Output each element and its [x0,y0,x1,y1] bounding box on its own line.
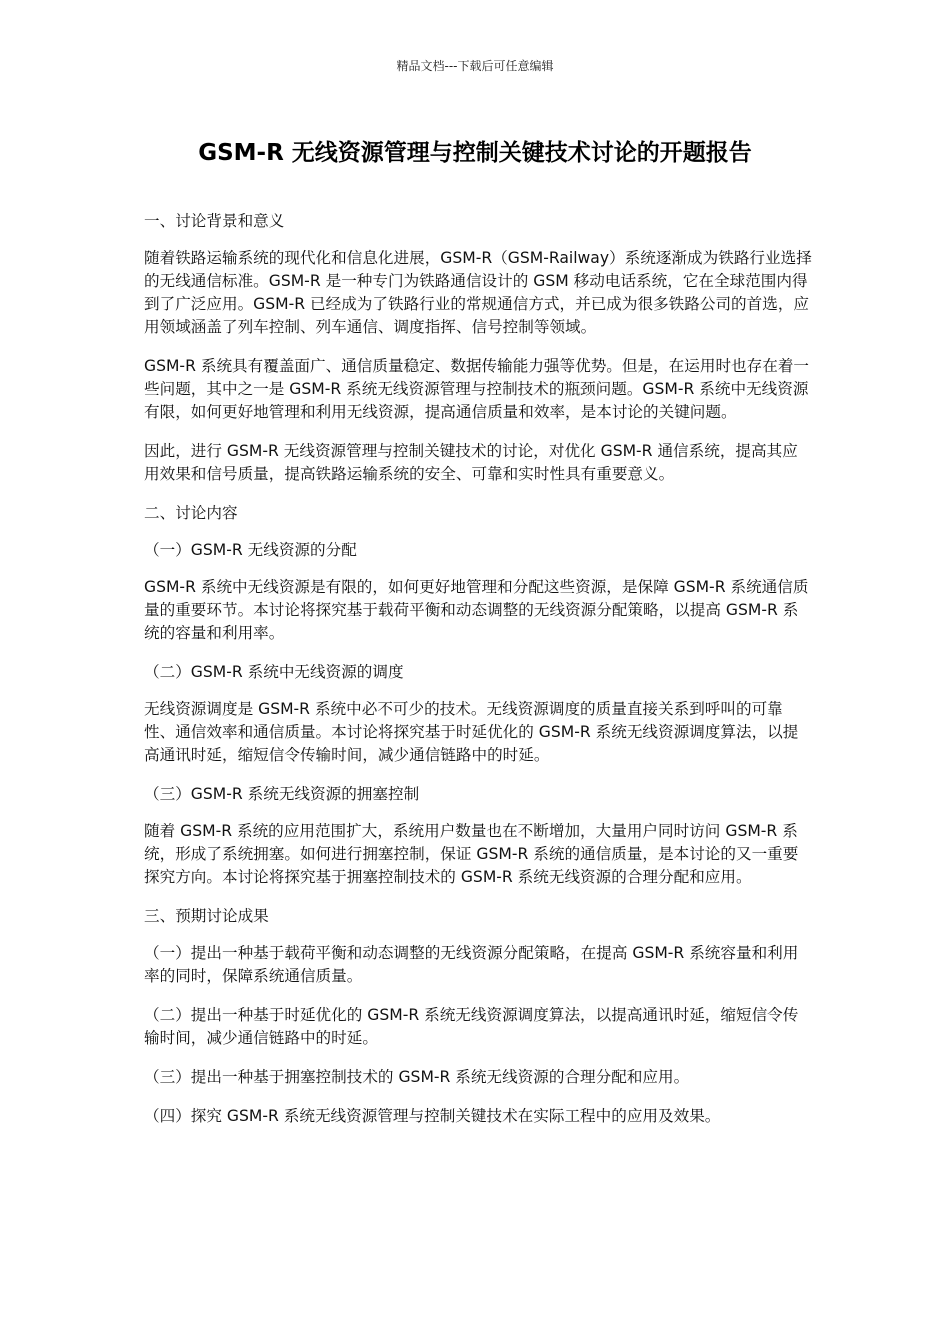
paragraph: 随着 GSM-R 系统的应用范围扩大，系统用户数量也在不断增加，大量用户同时访问 GSM-R 系统，形成了系统拥塞。如何进行拥塞控制，保证 GSM-R 系统的通信质量，是本讨论的又一重要探究方向。本讨论将探究基于拥塞控制技术的 GSM-R 系统无线资源的合理分配和应用。 [144,822,799,886]
list-item: （四）探究 GSM-R 系统无线资源管理与控制关键技术在实际工程中的应用及效果。 [144,1107,721,1125]
header-note: 精品文档---下载后可任意编辑 [396,59,554,73]
subsection-heading: （三）GSM-R 系统无线资源的拥塞控制 [144,785,420,803]
section-heading: 三、预期讨论成果 [144,907,269,925]
subsection-heading: （一）GSM-R 无线资源的分配 [144,541,357,559]
paragraph: GSM-R 系统具有覆盖面广、通信质量稳定、数据传输能力强等优势。但是，在运用时也存在着一些问题，其中之一是 GSM-R 系统无线资源管理与控制技术的瓶颈问题。GSM-R 系统中无线资源有限，如何更好地管理和利用无线资源，提高通信质量和效率，是本讨论的关键问题。 [144,357,810,421]
subsection-heading: （二）GSM-R 系统中无线资源的调度 [144,663,404,681]
list-item: （一）提出一种基于载荷平衡和动态调整的无线资源分配策略，在提高 GSM-R 系统容量和利用率的同时，保障系统通信质量。 [144,944,799,985]
document-title: GSM-R 无线资源管理与控制关键技术讨论的开题报告 [198,140,752,166]
paragraph: 随着铁路运输系统的现代化和信息化进展，GSM-R（GSM-Railway）系统逐渐成为铁路行业选择的无线通信标准。GSM-R 是一种专门为铁路通信设计的 GSM 移动电话系统，它在全球范围内得到了广泛应用。GSM-R 已经成为了铁路行业的常规通信方式，并已成为很多铁路公司的首选，应用领域涵盖了列车控制、列车通信、调度指挥、信号控制等领域。 [144,249,812,336]
section-heading: 一、讨论背景和意义 [144,212,285,230]
list-item: （三）提出一种基于拥塞控制技术的 GSM-R 系统无线资源的合理分配和应用。 [144,1068,690,1086]
list-item: （二）提出一种基于时延优化的 GSM-R 系统无线资源调度算法，以提高通讯时延，缩短信令传输时间，减少通信链路中的时延。 [144,1006,799,1047]
document-body [144,210,812,1144]
paragraph: 无线资源调度是 GSM-R 系统中必不可少的技术。无线资源调度的质量直接关系到呼叫的可靠性、通信效率和通信质量。本讨论将探究基于时延优化的 GSM-R 系统无线资源调度算法，以提高通讯时延，缩短信令传输时间，减少通信链路中的时延。 [144,700,799,764]
paragraph: 因此，进行 GSM-R 无线资源管理与控制关键技术的讨论，对优化 GSM-R 通信系统，提高其应用效果和信号质量，提高铁路运输系统的安全、可靠和实时性具有重要意义。 [144,442,798,483]
paragraph: GSM-R 系统中无线资源是有限的，如何更好地管理和分配这些资源，是保障 GSM-R 系统通信质量的重要环节。本讨论将探究基于载荷平衡和动态调整的无线资源分配策略，以提高 GSM-R 系统的容量和利用率。 [144,578,809,642]
section-heading: 二、讨论内容 [144,504,238,522]
